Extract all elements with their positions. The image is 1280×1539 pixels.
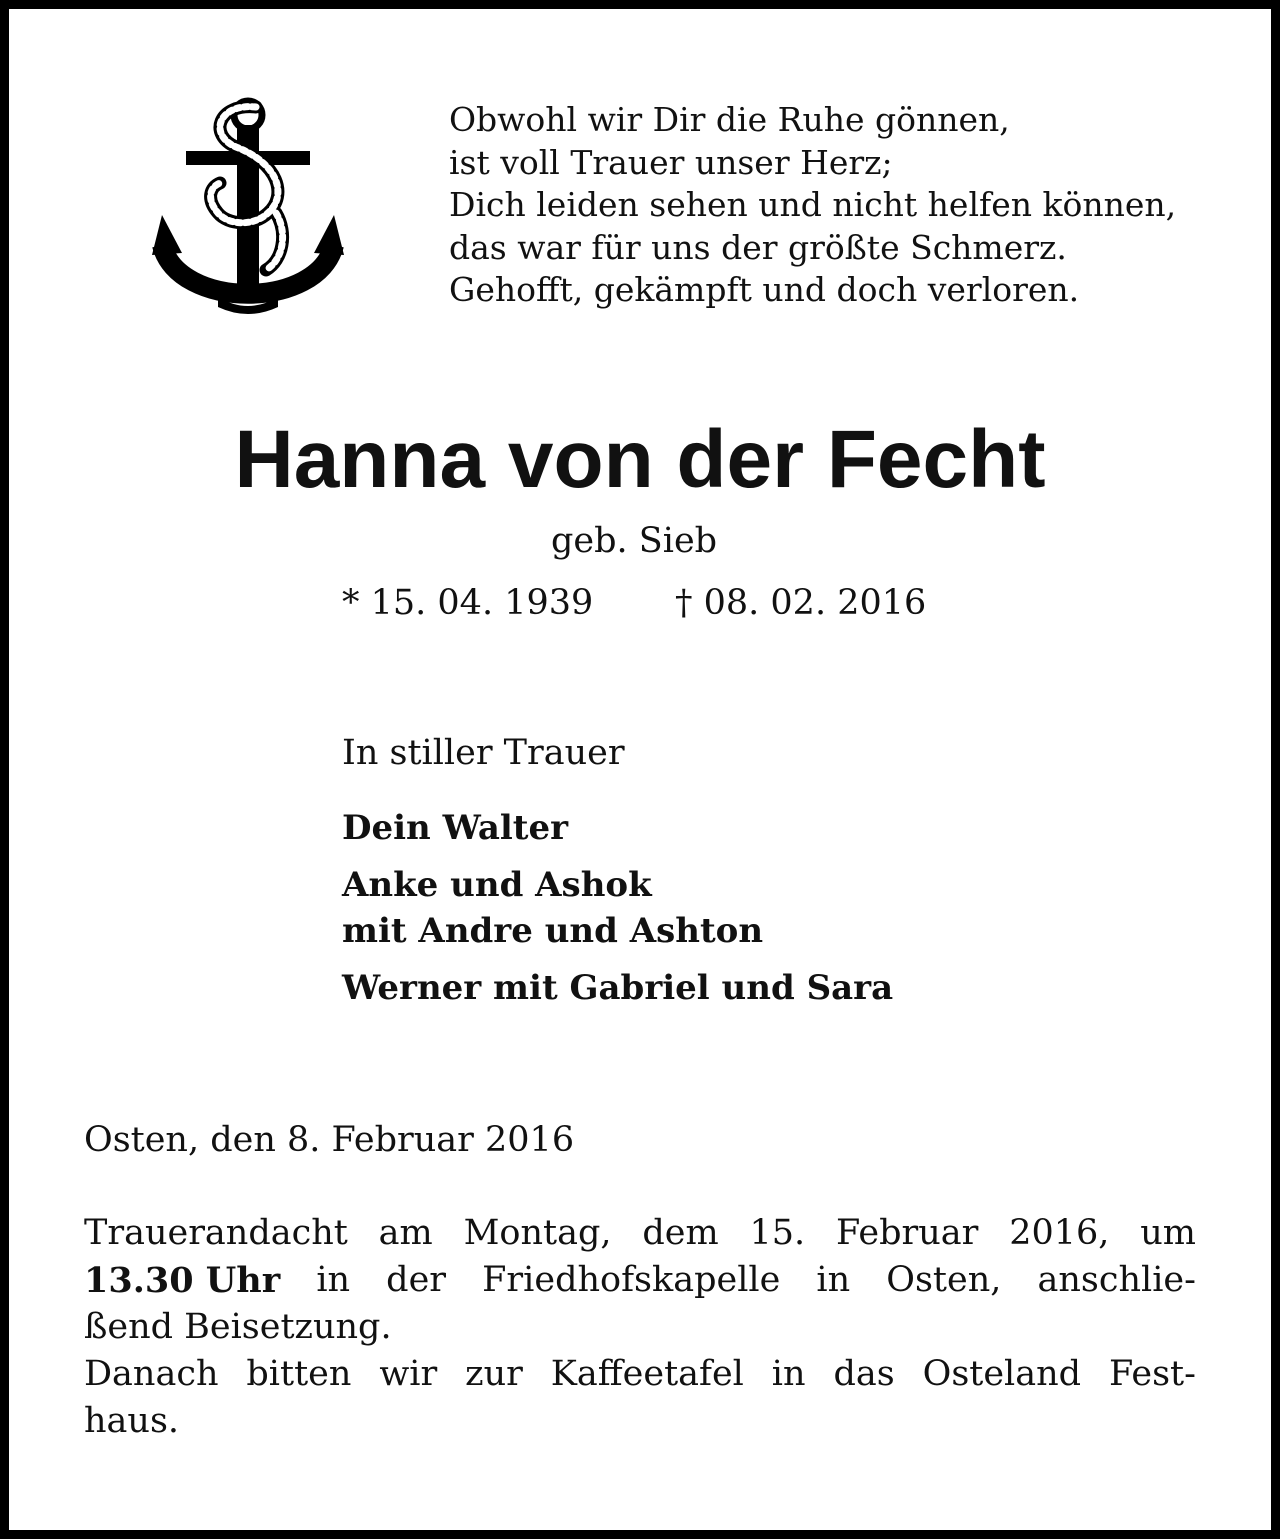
word: am: [378, 1213, 433, 1253]
word: der: [386, 1260, 447, 1300]
word: Danach: [84, 1354, 219, 1394]
word: das: [833, 1354, 895, 1394]
word: zur: [465, 1354, 523, 1394]
mourners-list: [342, 805, 893, 1022]
word: Februar: [836, 1213, 979, 1253]
mourner-line: Dein Walter: [342, 808, 569, 848]
word: Kaffeetafel: [550, 1354, 744, 1394]
life-dates: [342, 581, 927, 625]
service-line: [84, 1304, 1196, 1351]
word: Trauerandacht: [84, 1213, 348, 1253]
service-text: haus.: [84, 1401, 180, 1441]
word: dem: [642, 1213, 719, 1253]
service-line: [84, 1398, 1196, 1445]
service-time: 13.30 Uhr: [84, 1260, 281, 1301]
word: Fest-: [1109, 1354, 1196, 1394]
word: in: [771, 1354, 806, 1394]
poem-line: Gehofft, gekämpft und doch verloren.: [449, 270, 1080, 309]
memorial-poem: [449, 99, 1176, 312]
poem-line: Dich leiden sehen und nicht helfen können,: [449, 185, 1177, 224]
death-date: † 08. 02. 2016: [675, 583, 927, 623]
word: Friedhofskapelle: [482, 1260, 781, 1300]
service-line: [84, 1351, 1196, 1398]
word: wir: [379, 1354, 438, 1394]
mourner-line: Werner mit Gabriel und Sara: [342, 968, 894, 1008]
word: bitten: [246, 1354, 352, 1394]
service-line: [84, 1257, 1196, 1304]
service-line: [84, 1210, 1196, 1257]
mourner-line: mit Andre und Ashton: [342, 911, 764, 951]
deceased-name: Hanna von der Fecht: [234, 414, 1046, 505]
word: anschlie-: [1037, 1260, 1196, 1300]
word: 15.: [749, 1213, 806, 1253]
word: in: [316, 1260, 351, 1300]
mourner-line: Anke und Ashok: [342, 865, 652, 905]
poem-line: Obwohl wir Dir die Ruhe gönnen,: [449, 100, 1010, 139]
poem-line: das war für uns der größte Schmerz.: [449, 227, 1067, 267]
word: in: [816, 1260, 851, 1300]
word: Montag,: [463, 1213, 612, 1253]
word: um: [1140, 1213, 1196, 1253]
mourning-intro: In stiller Trauer: [342, 733, 625, 773]
word: 2016,: [1009, 1213, 1110, 1253]
mourner-group: [342, 862, 893, 954]
poem-line: ist voll Trauer unser Herz;: [449, 142, 893, 182]
born-name: geb. Sieb: [551, 521, 718, 561]
service-text: ßend Beisetzung.: [84, 1307, 392, 1347]
service-info: [84, 1210, 1196, 1445]
mourner-group: [342, 805, 893, 851]
place-and-date: Osten, den 8. Februar 2016: [84, 1120, 575, 1160]
word: Osteland: [922, 1354, 1082, 1394]
anchor-with-rope-icon: [148, 95, 348, 320]
mourner-group: [342, 965, 893, 1011]
word: Osten,: [886, 1260, 1002, 1300]
birth-date: * 15. 04. 1939: [342, 583, 594, 623]
